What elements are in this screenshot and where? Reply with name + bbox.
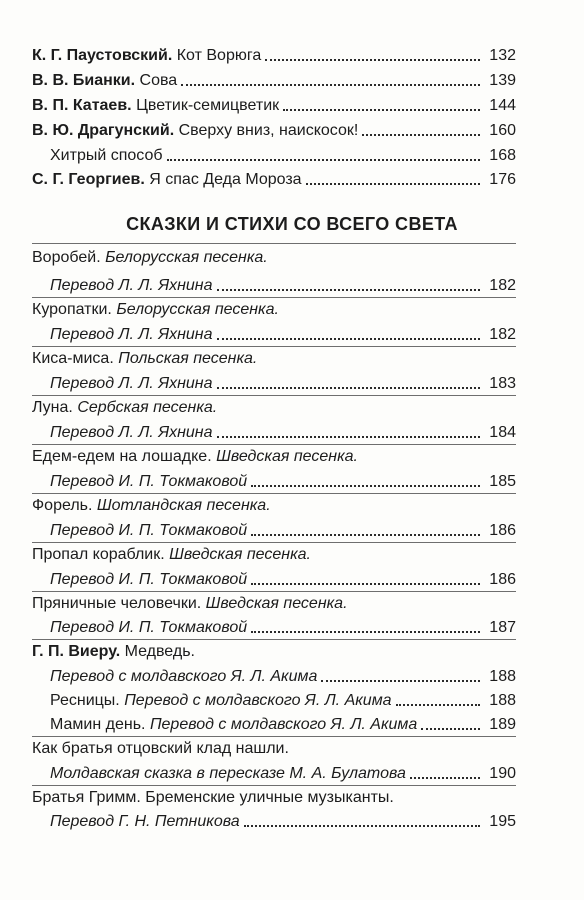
entry-translation: Перевод И. П. Токмаковой <box>50 571 248 588</box>
page-number: 168 <box>489 147 516 164</box>
toc-entry[interactable] <box>0 713 584 735</box>
entry-author: К. Г. Паустовский. <box>32 47 173 64</box>
divider <box>32 243 516 244</box>
toc-entry-title[interactable] <box>0 298 584 320</box>
entry-title: Ресницы. <box>50 692 120 709</box>
toc-entry-title[interactable] <box>0 246 584 268</box>
entry-subtitle: Шотландская песенка. <box>96 497 271 514</box>
page-number: 195 <box>489 813 516 830</box>
entry-translation: Перевод с молдавского Я. Л. Акима <box>50 668 318 685</box>
page-number: 186 <box>489 522 516 539</box>
dot-leader <box>396 704 480 706</box>
entry-title: Медведь. <box>124 643 195 660</box>
entry-title: Как братья отцовский клад нашли. <box>32 740 289 757</box>
entry-title: Луна. <box>32 399 73 416</box>
entry-translation: Перевод И. П. Токмаковой <box>50 522 248 539</box>
page-number: 187 <box>489 619 516 636</box>
dot-leader <box>421 728 480 730</box>
toc-entry[interactable] <box>0 372 584 394</box>
dot-leader <box>362 134 480 136</box>
dot-leader <box>251 485 480 487</box>
toc-entry[interactable] <box>0 94 584 116</box>
entry-title: Братья Гримм. Бременские уличные музыканты. <box>32 789 394 806</box>
dot-leader <box>265 59 480 61</box>
toc-entry[interactable] <box>0 519 584 541</box>
toc-entry[interactable] <box>0 323 584 345</box>
page-number: 160 <box>489 122 516 139</box>
entry-author: В. В. Бианки. <box>32 72 136 89</box>
entry-subtitle: Сербская песенка. <box>77 399 218 416</box>
entry-translation: Перевод с молдавского Я. Л. Акима <box>124 692 392 709</box>
entry-translation: Перевод Л. Л. Яхнина <box>50 326 213 343</box>
page-number: 184 <box>489 424 516 441</box>
entry-translation: Перевод И. П. Токмаковой <box>50 619 248 636</box>
toc-entry-title[interactable] <box>0 543 584 565</box>
entry-title: Форель. <box>32 497 93 514</box>
toc-entry[interactable] <box>0 44 584 66</box>
entry-translation: Перевод Л. Л. Яхнина <box>50 375 213 392</box>
entry-title: Хитрый способ <box>50 147 163 164</box>
toc-entry[interactable] <box>0 616 584 638</box>
entry-subtitle: Польская песенка. <box>118 350 258 367</box>
toc-entry-title[interactable] <box>0 737 584 759</box>
page-number: 186 <box>489 571 516 588</box>
entry-author: Г. П. Виеру. <box>32 643 121 660</box>
entry-title: Кот Ворюга <box>176 47 262 64</box>
dot-leader <box>283 109 480 111</box>
entry-retelling: Молдавская сказка в пересказе М. А. Булатова <box>50 765 406 782</box>
dot-leader <box>217 289 480 291</box>
page-number: 139 <box>489 72 516 89</box>
entry-translation: Перевод Л. Л. Яхнина <box>50 424 213 441</box>
page-number: 144 <box>489 97 516 114</box>
toc-entry-title[interactable] <box>0 445 584 467</box>
page-number: 132 <box>489 47 516 64</box>
page-number: 182 <box>489 326 516 343</box>
entry-title: Я спас Деда Мороза <box>149 171 302 188</box>
page-number: 176 <box>489 171 516 188</box>
dot-leader <box>321 680 480 682</box>
toc-entry[interactable] <box>0 665 584 687</box>
entry-author: В. П. Катаев. <box>32 97 132 114</box>
dot-leader <box>181 84 480 86</box>
entry-title: Пропал кораблик. <box>32 546 165 563</box>
page-number: 188 <box>489 692 516 709</box>
toc-entry[interactable] <box>0 470 584 492</box>
toc-entry-title[interactable] <box>0 592 584 614</box>
dot-leader <box>217 387 480 389</box>
page-number: 185 <box>489 473 516 490</box>
toc-entry[interactable] <box>0 421 584 443</box>
dot-leader <box>217 338 480 340</box>
entry-author: В. Ю. Драгунский. <box>32 122 175 139</box>
entry-translation: Перевод Г. Н. Петникова <box>50 813 240 830</box>
page-number: 188 <box>489 668 516 685</box>
entry-title: Пряничные человечки. <box>32 595 202 612</box>
entry-subtitle: Белорусская песенка. <box>105 249 268 266</box>
dot-leader <box>244 825 480 827</box>
entry-translation: Перевод с молдавского Я. Л. Акима <box>149 716 418 733</box>
dot-leader <box>167 159 480 161</box>
entry-title: Куропатки. <box>32 301 112 318</box>
entry-subtitle: Шведская песенка. <box>205 595 348 612</box>
page-number: 182 <box>489 277 516 294</box>
toc-entry-title[interactable] <box>0 786 584 808</box>
entry-subtitle: Шведская песенка. <box>216 448 358 465</box>
entry-subtitle: Белорусская песенка. <box>116 301 279 318</box>
entry-title: Мамин день. <box>50 716 146 733</box>
toc-entry-title[interactable] <box>0 494 584 516</box>
entry-title: Воробей. <box>32 249 101 266</box>
toc-entry[interactable] <box>0 119 584 141</box>
dot-leader <box>217 436 480 438</box>
dot-leader <box>251 583 480 585</box>
toc-entry[interactable] <box>0 144 584 166</box>
page-number: 190 <box>489 765 516 782</box>
entry-translation: Перевод Л. Л. Яхнина <box>50 277 213 294</box>
toc-entry[interactable] <box>0 168 584 190</box>
page-number: 183 <box>489 375 516 392</box>
entry-title: Сова <box>139 72 178 89</box>
page-number: 189 <box>489 716 516 733</box>
toc-entry-title[interactable] <box>0 640 584 662</box>
toc-entry[interactable] <box>0 762 584 784</box>
toc-entry[interactable] <box>0 810 584 832</box>
dot-leader <box>251 631 480 633</box>
entry-title: Киса-миса. <box>32 350 114 367</box>
toc-entry[interactable] <box>0 274 584 296</box>
toc-entry-title[interactable] <box>0 396 584 418</box>
entry-subtitle: Шведская песенка. <box>169 546 311 563</box>
dot-leader <box>251 534 480 536</box>
entry-author: С. Г. Георгиев. <box>32 171 145 188</box>
toc-entry[interactable] <box>0 689 584 711</box>
entry-translation: Перевод И. П. Токмаковой <box>50 473 248 490</box>
section-heading: СКАЗКИ И СТИХИ СО ВСЕГО СВЕТА <box>126 214 458 234</box>
dot-leader <box>410 777 480 779</box>
entry-title: Цветик-семицветик <box>136 97 280 114</box>
toc-entry[interactable] <box>0 69 584 91</box>
toc-entry[interactable] <box>0 568 584 590</box>
entry-title: Сверху вниз, наискосок! <box>178 122 359 139</box>
toc-entry-title[interactable] <box>0 347 584 369</box>
dot-leader <box>306 183 480 185</box>
entry-title: Едем-едем на лошадке. <box>32 448 212 465</box>
